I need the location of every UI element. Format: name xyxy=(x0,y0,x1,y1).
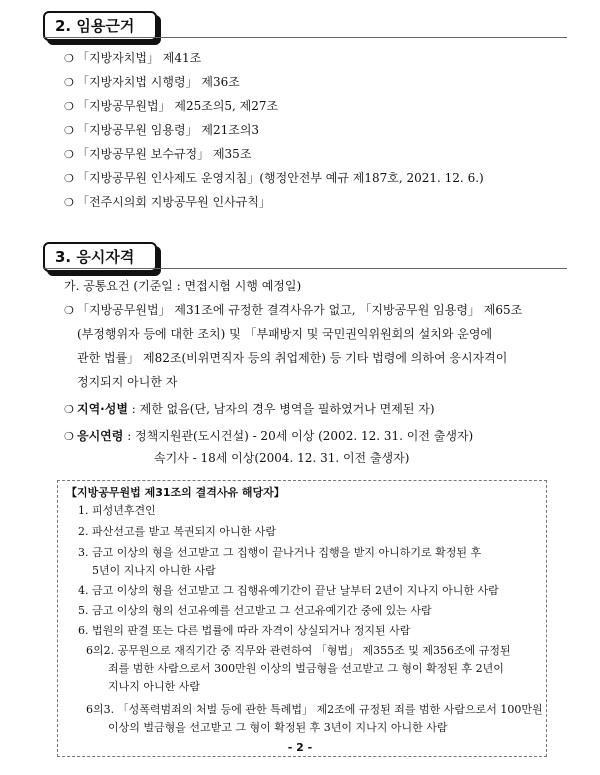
box-line: 1. 피성년후견인 xyxy=(78,504,156,517)
basis-item-1: ❍ 「지방자치법」 제41조 xyxy=(64,51,202,65)
basis-item-6: ❍ 「지방공무원 인사제도 운영지침」(행정안전부 예규 제187호, 2021. 12. 6.) xyxy=(64,171,484,185)
circle-bullet-icon: ❍ xyxy=(64,148,74,161)
page-number: - 2 - xyxy=(287,741,313,754)
section-3-heading: 3. 응시자격 xyxy=(43,242,157,272)
circle-bullet-icon: ❍ xyxy=(64,196,74,209)
basis-item-7: ❍ 「전주시의회 지방공무원 인사규칙」 xyxy=(64,195,271,209)
circle-bullet-icon: ❍ xyxy=(64,52,74,65)
circle-bullet-icon: ❍ xyxy=(64,403,74,416)
section-2-heading: 2. 임용근거 xyxy=(43,11,157,41)
region-gender-requirement: ❍ 지역·성별 : 제한 없음(단, 남자의 경우 병역을 필하였거나 면제된 자) xyxy=(64,402,435,416)
box-line: 4. 금고 이상의 형을 선고받고 그 집행유예기간이 끝난 날부터 2년이 지나지 아니한 사람 xyxy=(78,584,499,597)
basis-item-3: ❍ 「지방공무원법」 제25조의5, 제27조 xyxy=(64,99,279,113)
requirement-para-line-4: 정지되지 아니한 자 xyxy=(77,375,178,389)
section-2-rule xyxy=(43,37,567,38)
box-line: 6의2. 공무원으로 재직기간 중 직무와 관련하여 「형법」 제355조 및 제356조에 규정된 xyxy=(86,644,511,657)
region-gender-label: 지역·성별 xyxy=(77,402,128,416)
basis-item-2: ❍ 「지방자치법 시행령」 제36조 xyxy=(64,75,240,89)
age-label: 응시연령 xyxy=(77,429,124,443)
circle-bullet-icon: ❍ xyxy=(64,172,74,185)
disqualification-box-title: 【지방공무원법 제31조의 결격사유 해당자】 xyxy=(66,486,285,499)
circle-bullet-icon: ❍ xyxy=(64,304,74,317)
circle-bullet-icon: ❍ xyxy=(64,76,74,89)
circle-bullet-icon: ❍ xyxy=(64,124,74,137)
requirement-para-line-3: 관한 법률」 제82조(비위면직자 등의 취업제한) 등 기타 법령에 의하여 응시자격이 xyxy=(77,351,508,365)
requirement-para-line-2: (부정행위자 등에 대한 조치) 및 「부패방지 및 국민권익위원회의 설치와 운영에 xyxy=(77,327,493,341)
box-line: 지나지 아니한 사람 xyxy=(108,680,201,693)
basis-item-5: ❍ 「지방공무원 보수규정」 제35조 xyxy=(64,147,252,161)
basis-item-4: ❍ 「지방공무원 임용령」 제21조의3 xyxy=(64,123,260,137)
circle-bullet-icon: ❍ xyxy=(64,430,74,443)
box-line: 5. 금고 이상의 형의 선고유예를 선고받고 그 선고유예기간 중에 있는 사람 xyxy=(78,604,432,617)
requirement-para-line-1: ❍ 「지방공무원법」 제31조에 규정한 결격사유가 없고, 「지방공무원 임용령」 제65조 xyxy=(64,303,523,317)
box-line: 6. 법원의 판결 또는 다른 법률에 따라 자격이 상실되거나 정지된 사람 xyxy=(78,624,411,637)
box-line: 3. 금고 이상의 형을 선고받고 그 집행이 끝나거나 집행을 받지 아니하기로 확정된 후 xyxy=(78,546,482,559)
box-line: 이상의 벌금형을 선고받고 그 형이 확정된 후 3년이 지나지 아니한 사람 xyxy=(108,721,448,734)
age-requirement: ❍ 응시연령 : 정책지원관(도시건설) - 20세 이상 (2002. 12. 31. 이전 출생자) xyxy=(64,429,474,443)
section-3-rule xyxy=(43,268,567,269)
box-line: 2. 파산선고를 받고 복권되지 아니한 사람 xyxy=(78,525,276,538)
age-requirement-stenographer: 속기사 - 18세 이상(2004. 12. 31. 이전 출생자) xyxy=(154,451,410,465)
box-line: 죄를 범한 사람으로서 300만원 이상의 벌금형을 선고받고 그 형이 확정된 후 2년이 xyxy=(108,662,504,675)
box-line: 6의3. 「성폭력범죄의 처벌 등에 관한 특례법」 제2조에 규정된 죄를 범한 사람으로서 100만원 xyxy=(86,703,543,716)
common-requirements-heading: 가. 공통요건 (기준일 : 면접시험 시행 예정일) xyxy=(64,279,302,293)
circle-bullet-icon: ❍ xyxy=(64,100,74,113)
box-line: 5년이 지나지 아니한 사람 xyxy=(92,564,216,577)
